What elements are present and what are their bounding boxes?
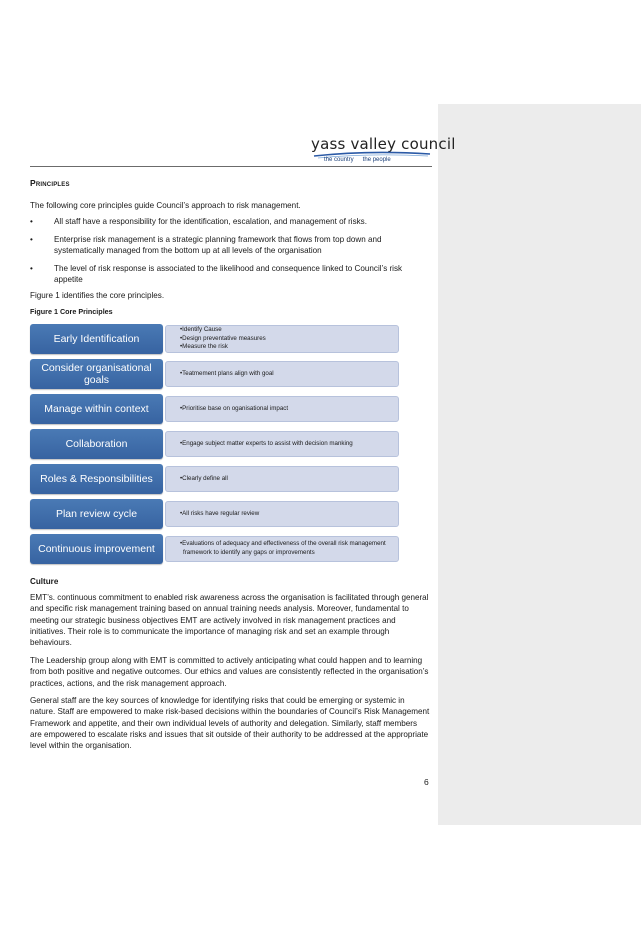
bullet-text: The level of risk response is associated to the likelihood and consequence linked to Council’s risk appetite [54,264,403,285]
header-rule [30,166,432,167]
section-heading: Principles [30,178,70,188]
principle-row [30,324,402,354]
principle-label: Consider organisational goals [30,359,163,389]
council-logo [300,135,456,165]
logo-tagline-people: the people [362,157,391,163]
principle-detail-item: •All risks have regular review [180,509,260,517]
principle-detail [165,325,399,353]
principle-row [30,429,402,459]
principle-detail [165,431,399,457]
principle-row [30,394,402,424]
figure-reference: Figure 1 identifies the core principles. [30,291,165,300]
bullet-dot-icon: • [30,235,33,244]
bullet-text: Enterprise risk management is a strategic planning framework that flows from top down and systematically managed from the bottom up at all levels of the organisation [54,235,382,256]
principle-label: Roles & Responsibilities [30,464,163,494]
page-number: 6 [424,777,429,787]
principle-detail-item: •Prioritise base on oganisational impact [180,404,289,412]
bullet-dot-icon: • [30,264,33,273]
principle-row [30,534,402,564]
principle-label: Early Identification [30,324,163,354]
figure-caption: Figure 1 Core Principles [30,307,113,316]
logo-tagline-country: the country [324,157,354,163]
comment-sidebar [438,104,641,825]
culture-paragraph: EMT’s. continuous commitment to enabled risk awareness across the organisation is facilitated through general and specific risk management training based on annual training needs analysis. Moreover, fundamental to meeting our strategic business objectives EMT are actively involved in risk management practices and initiatives. Their role is to communicate the importance of managing risk and set an example through behaviours. [30,593,429,648]
principle-row [30,359,402,389]
principle-detail-item: •Design preventative measures [180,334,266,342]
principle-row [30,464,402,494]
principle-detail [165,501,399,527]
culture-paragraph: The Leadership group along with EMT is committed to actively anticipating what could happen and to learning from both positive and negative outcomes. Our ethics and values are consistently reflected in the organisation’s practices, actions, and the risk management approach. [30,656,429,688]
principle-detail-item: •Evaluations of adequacy and effectiveness of the overall risk management framework to identify any gaps or improvements [180,540,386,556]
principle-detail [165,361,399,387]
principle-label: Continuous improvement [30,534,163,564]
logo-title: yass valley council [311,135,456,153]
culture-paragraph: General staff are the key sources of knowledge for identifying risks that could be emerging or systemic in nature. Staff are empowered to make risk-based decisions within the boundaries of Council’s Risk Management Framework and appetite, and their own individual levels of authority and delegation. Similarly, staff members are empowered to escalate risks and issues that sit outside of their authority to be addressed at the appropriate level within the organisation. [30,696,430,751]
principle-detail-item: •Identify Cause [180,326,222,334]
intro-paragraph: The following core principles guide Council’s approach to risk management. [30,201,301,210]
principle-row [30,499,402,529]
principle-label: Manage within context [30,394,163,424]
principle-detail-item: •Teatmement plans align with goal [180,369,274,377]
logo-tagline [324,157,400,163]
principle-detail-item: •Engage subject matter experts to assist with decision manking [180,439,353,447]
principle-label: Plan review cycle [30,499,163,529]
culture-heading: Culture [30,577,59,586]
principle-detail [165,536,399,562]
principle-label: Collaboration [30,429,163,459]
principle-detail-item: •Measure the risk [180,343,228,351]
bullet-text: All staff have a responsibility for the identification, escalation, and management of risks. [54,217,367,226]
principle-detail-item: •Clearly define all [180,474,228,482]
bullet-dot-icon: • [30,217,33,226]
principle-detail [165,466,399,492]
principle-detail [165,396,399,422]
